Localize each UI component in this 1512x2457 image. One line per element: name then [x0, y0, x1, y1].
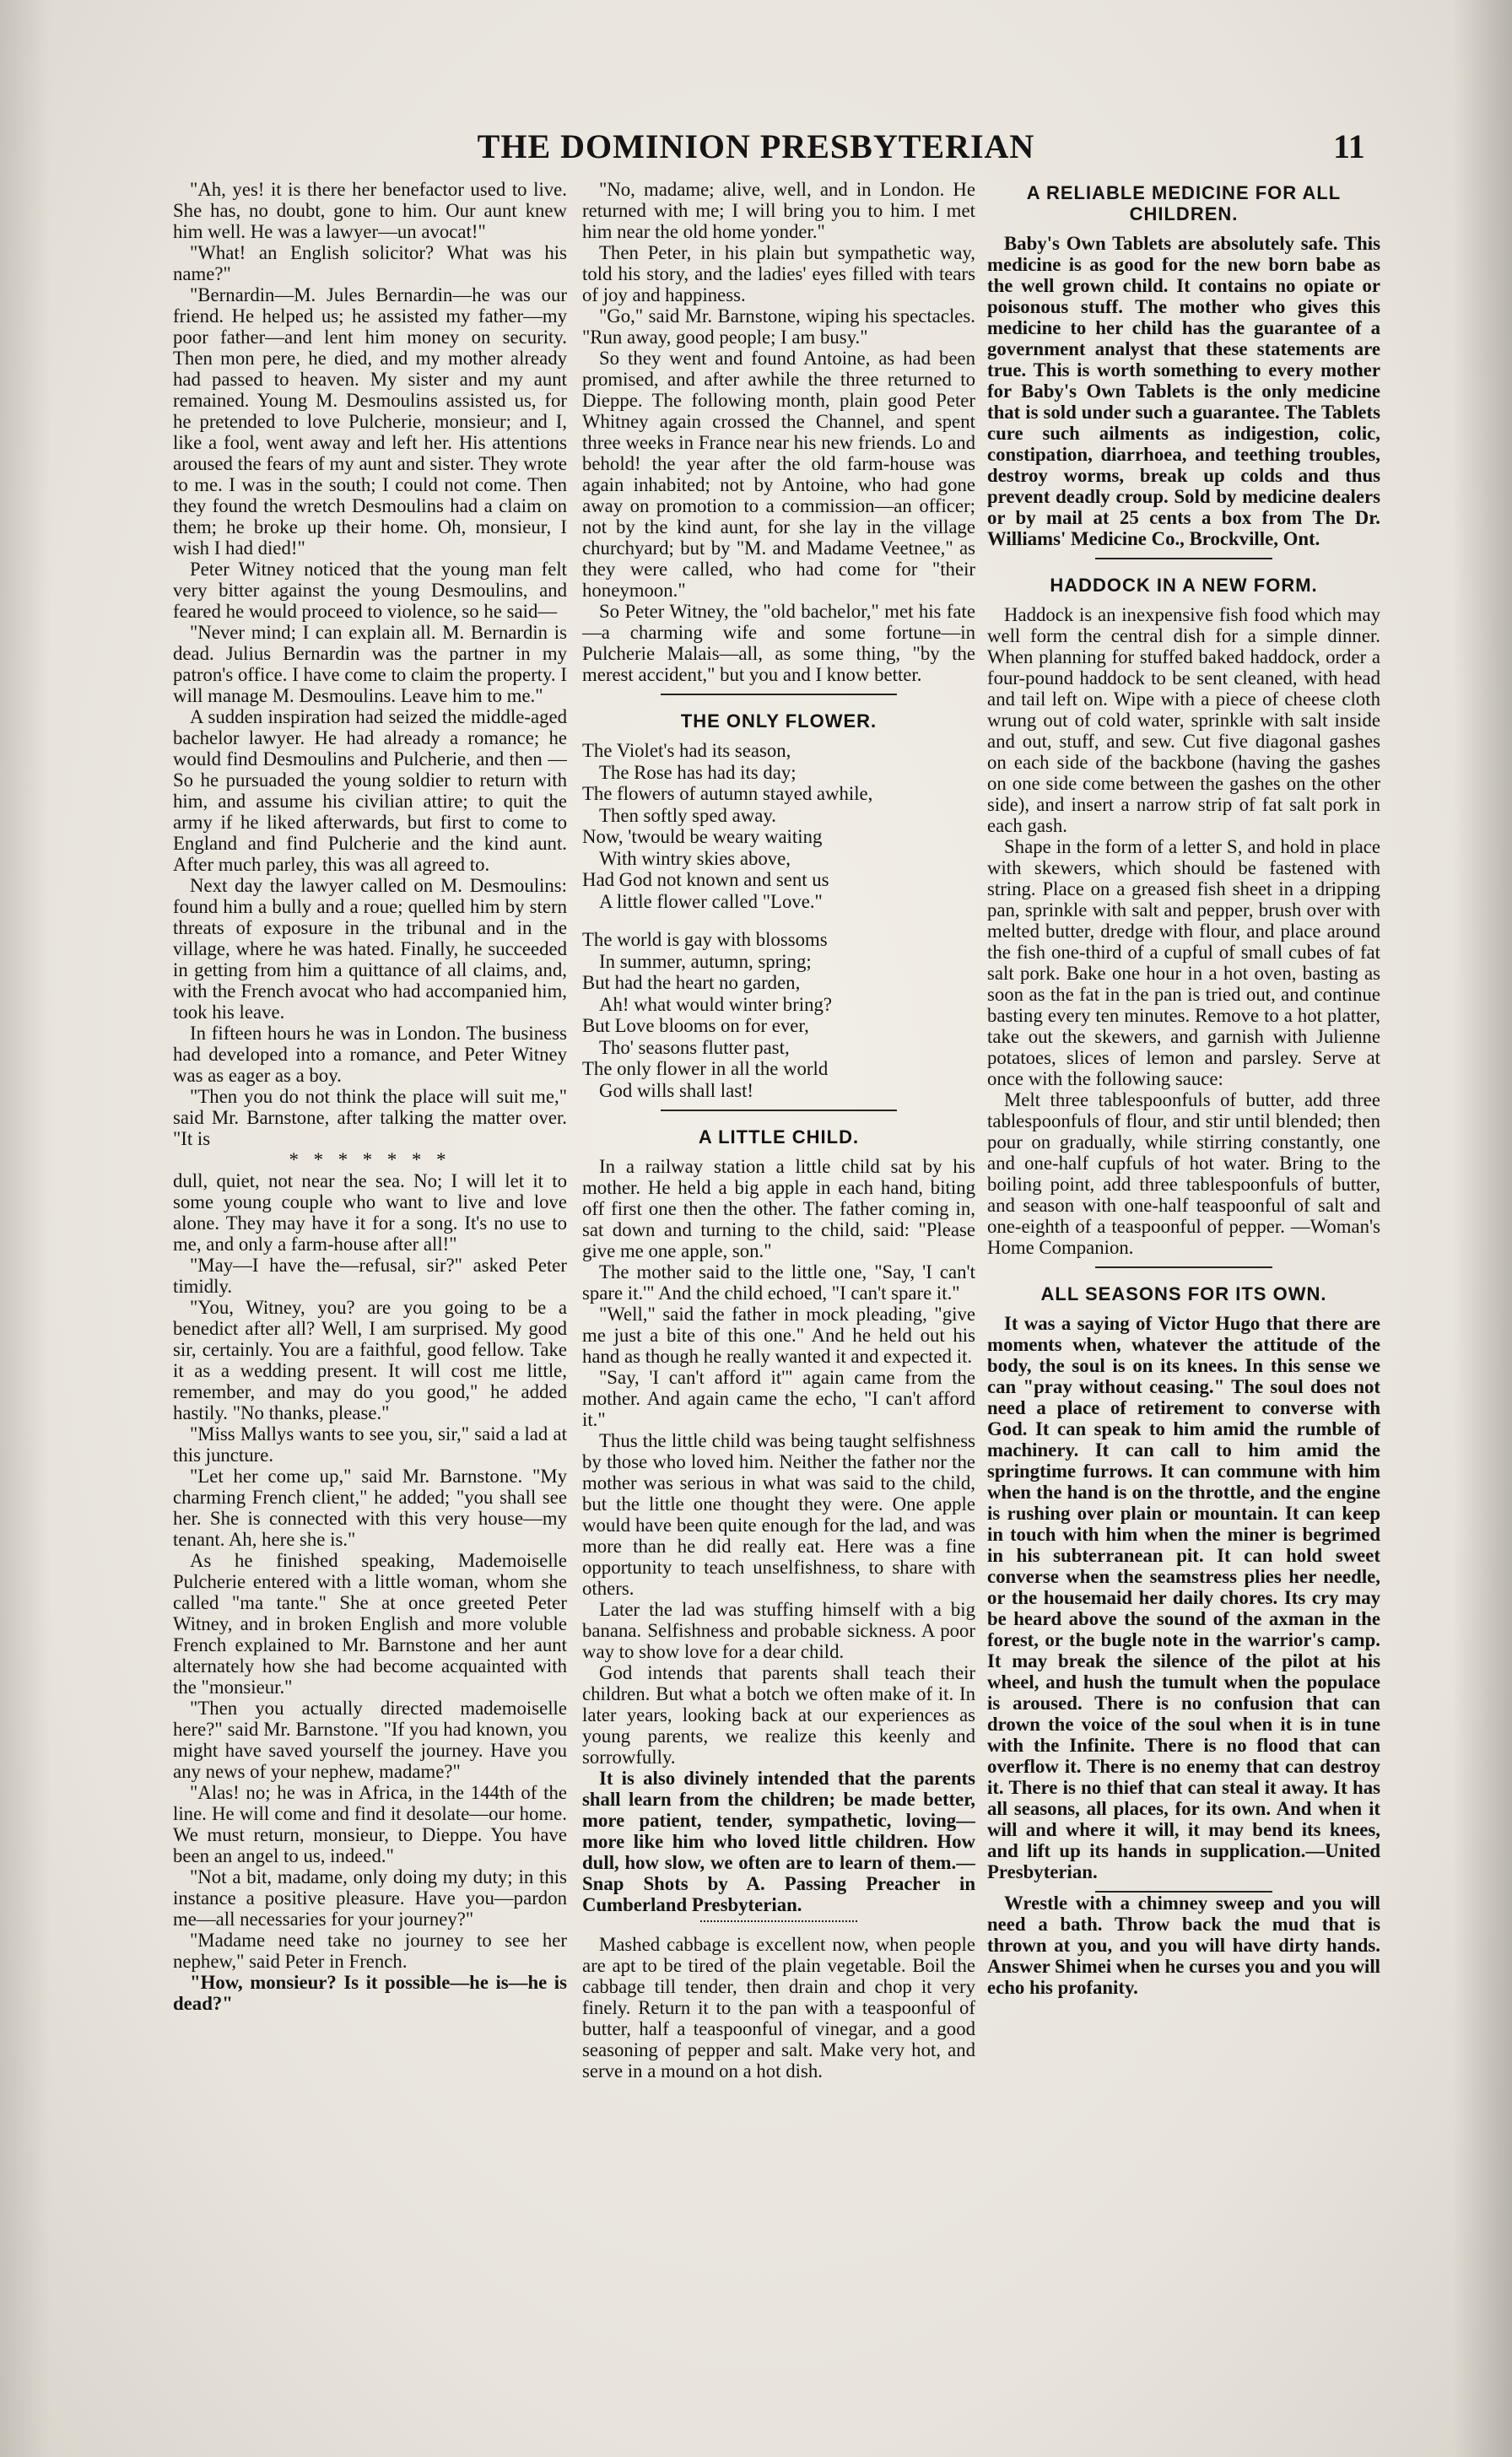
story-paragraph: Peter Witney noticed that the young man felt very bitter against the young Desmoulins, and feared he would proceed to violence, so he said— — [173, 559, 567, 622]
story-paragraph: "Never mind; I can explain all. M. Bernardin is dead. Julius Bernardin was the partner in my patron's office. I have come to claim the property. I will manage M. Desmoulins. Leave him to me." — [173, 622, 567, 706]
page-number: 11 — [1333, 127, 1365, 165]
story-paragraph: "Ah, yes! it is there her benefactor used to live. She has, no doubt, gone to him. Our aunt knew him well. He was a lawyer—un avocat!" — [173, 179, 567, 242]
poem-line: With wintry skies above, — [599, 847, 791, 869]
story-paragraph: "Madame need take no journey to see her nephew," said Peter in French. — [173, 1930, 567, 1972]
poem-line: The only flower in all the world — [582, 1058, 829, 1079]
poem-line: The Rose has had its day; — [599, 761, 796, 783]
story-paragraph: "How, monsieur? Is it possible—he is—he is dead?" — [173, 1972, 567, 2014]
article-paragraph: Baby's Own Tablets are absolutely safe. This medicine is as good for the new born babe as the well grown child. It contains no opiate or poisonous stuff. The mother who gives this medicine to her child has the guarantee of a government analyst that these statements are true. This is worth something to every mother for Baby's Own Tablets is the only medicine that is sold under such a guarantee. The Tablets cure such ailments as indigestion, colic, constipation, diarrhoea, and teething troubles, destroy worms, break up colds and thus prevent deadly croup. Sold by medicine dealers or by mail at 25 cents a box from The Dr. Williams' Medicine Co., Brockville, Ont. — [987, 233, 1380, 549]
poem-line: A little flower called "Love." — [599, 890, 823, 912]
story-paragraph: "Go," said Mr. Barnstone, wiping his spectacles. "Run away, good people; I am busy." — [582, 305, 975, 348]
section-divider — [1095, 1266, 1272, 1268]
poem-line: But Love blooms on for ever, — [582, 1015, 809, 1036]
article-paragraph: Melt three tablespoonfuls of butter, add three tablespoonfuls of flour, and stir until blended; then pour on gradually, while stirring constantly, one and one-half cupfuls of hot water. Bring to the boiling point, add three tablespoonfuls of butter, and season with one-half teaspoonful of salt and one-eighth of a teaspoonful of pepper. —Woman's Home Companion. — [987, 1089, 1380, 1258]
story-paragraph: "Then you actually directed mademoiselle here?" said Mr. Barnstone. "If you had known, you might have saved yourself the journey. Have you any news of your nephew, madame?" — [173, 1698, 567, 1782]
article-title-haddock: HADDOCK IN A NEW FORM. — [1050, 575, 1318, 596]
story-paragraph: In fifteen hours he was in London. The business had developed into a romance, and Peter Witney was as eager as a boy. — [173, 1023, 567, 1086]
poem-line: Tho' seasons flutter past, — [599, 1036, 790, 1058]
story-paragraph: "No, madame; alive, well, and in London. He returned with me; I will bring you to him. I met him near the old home yonder." — [582, 179, 975, 242]
poem-line: Ah! what would winter bring? — [599, 993, 833, 1015]
story-paragraph: "What! an English solicitor? What was his name?" — [173, 242, 567, 284]
article-paragraph: "Well," said the father in mock pleading, "give me just a bite of this one." And he held out his hand as though he really wanted it and expected it. — [582, 1304, 975, 1367]
column-2 — [582, 179, 975, 2356]
article-title-seasons: ALL SEASONS FOR ITS OWN. — [1040, 1283, 1327, 1304]
article-paragraph: Later the lad was stuffing himself with a big banana. Selfishness and probable sickness. A poor way to show love for a dear child. — [582, 1599, 975, 1662]
page-header — [0, 127, 1512, 177]
poem-line: The flowers of autumn stayed awhile, — [582, 783, 873, 804]
story-paragraph: So Peter Witney, the "old bachelor," met his fate—a charming wife and some fortune—in Pulcherie Malais—all, as some thing, "by the merest accident," but you and I know better. — [582, 601, 975, 685]
article-title-little-child: A LITTLE CHILD. — [698, 1126, 860, 1148]
poem-line: Then softly sped away. — [599, 804, 776, 826]
article-title-medicine: A RELIABLE MEDICINE FOR ALL CHILDREN. — [1026, 182, 1342, 224]
column-3 — [987, 179, 1380, 2356]
poem-line: Had God not known and sent us — [582, 869, 829, 890]
story-paragraph: Next day the lawyer called on M. Desmoulins: found him a bully and a roue; quelled him by stern threats of exposure in the tribunal and in the village, where he was hated. Finally, he succeeded in getting from him a quittance of all claims, and, with the French avocat who had accompanied him, took his leave. — [173, 875, 567, 1023]
article-paragraph: It is also divinely intended that the parents shall learn from the children; be made better, more patient, tender, sympathetic, loving—more like him who loved little children. How dull, how slow, we often are to learn of them.—Snap Shots by A. Passing Preacher in Cumberland Presbyterian. — [582, 1768, 975, 1915]
article-paragraph: God intends that parents shall teach their children. But what a botch we often make of it. In later years, looking back at our experiences as young parents, we realize this keenly and sorrowfully. — [582, 1662, 975, 1768]
article-paragraph: "Say, 'I can't afford it'" again came from the mother. And again came the echo, "I can't afford it." — [582, 1367, 975, 1430]
poem-line: In summer, autumn, spring; — [599, 950, 812, 972]
section-divider — [700, 1920, 857, 1922]
story-paragraph: "Let her come up," said Mr. Barnstone. "My charming French client," he added; "you shall see her. She is connected with this very house—my tenant. Ah, here she is." — [173, 1466, 567, 1550]
section-divider — [661, 1110, 897, 1111]
poem-line: Now, 'twould be weary waiting — [582, 826, 823, 847]
stanza-gap — [582, 912, 975, 929]
poem-line: But had the heart no garden, — [582, 972, 801, 993]
section-break-stars: * * * * * * * — [289, 1149, 451, 1170]
story-paragraph: As he finished speaking, Mademoiselle Pulcherie entered with a little woman, whom she called "ma tante." She at once greeted Peter Witney, and in broken English and more voluble French explained to Mr. Barnstone and her aunt alternately how she had become acquainted with the "monsieur." — [173, 1550, 567, 1698]
story-paragraph: "Not a bit, madame, only doing my duty; in this instance a positive pleasure. Have you—pardon me—all necessaries for your journey?" — [173, 1866, 567, 1930]
section-divider — [1095, 558, 1272, 559]
story-paragraph: "You, Witney, you? are you going to be a benedict after all? Well, I am surprised. My good sir, certainly. You are a faithful, good fellow. Take it as a wedding present. It will cost me little, remember, and may do you good," he added hastily. "No thanks, please." — [173, 1297, 567, 1423]
story-paragraph: "May—I have the—refusal, sir?" asked Peter timidly. — [173, 1255, 567, 1297]
article-paragraph: Thus the little child was being taught selfishness by those who loved him. Neither the father nor the mother was serious in what was said to the child, but the little one thought they were. One apple would have been quite enough for the lad, and was more than he did really eat. Here was a fine opportunity to teach unselfishness, to share with others. — [582, 1430, 975, 1599]
poem — [582, 740, 975, 1101]
story-paragraph: "Then you do not think the place will suit me," said Mr. Barnstone, after talking the matter over. "It is — [173, 1086, 567, 1149]
story-paragraph: "Bernardin—M. Jules Bernardin—he was our friend. He helped us; he assisted my father—my poor father—and lent him money on security. Then mon pere, he died, and my mother already had passed to heaven. My sister and my aunt remained. Young M. Desmoulins assisted us, for he pretended to love Pulcherie, monsieur; and I, like a fool, went away and left her. His attentions aroused the fears of my aunt and sister. They wrote to me. I was in the south; I could not come. Then they found the wretch Desmoulins had a claim on them; he broke up their home. Oh, monsieur, I wish I had died!" — [173, 284, 567, 559]
cabbage-paragraph: Mashed cabbage is excellent now, when people are apt to be tired of the plain vegetable. Boil the cabbage till tender, then drain and chop it very finely. Return it to the pan with a teaspoonful of butter, half a teaspoonful of vinegar, and a good seasoning of pepper and salt. Make very hot, and serve in a mound on a hot dish. — [582, 1934, 975, 2082]
story-paragraph: "Alas! no; he was in Africa, in the 144th of the line. He will come and find it desolate—our home. We must return, monsieur, to Dieppe. You have been an angel to us, indeed." — [173, 1782, 567, 1866]
section-divider — [661, 694, 897, 695]
article-paragraph: Haddock is an inexpensive fish food which may well form the central dish for a simple dinner. When planning for stuffed baked haddock, order a four-pound haddock to be sent cleaned, with head and tail left on. Wipe with a piece of cheese cloth wrung out of cold water, sprinkle with salt inside and out, stuff, and sew. Cut five diagonal gashes on each side of the backbone (having the gashes on one side come between the gashes on the other side), and insert a narrow strip of fat salt pork in each gash. — [987, 604, 1380, 836]
poem-line: God wills shall last! — [599, 1079, 753, 1101]
poem-line: The Violet's had its season, — [582, 740, 791, 761]
poem-line: The world is gay with blossoms — [582, 929, 828, 950]
masthead-title: THE DOMINION PRESBYTERIAN — [477, 127, 1035, 165]
story-paragraph: dull, quiet, not near the sea. No; I will let it to some young couple who want to live and love alone. They may have it for a song. It's no use to me, and only a farm-house after all!" — [173, 1170, 567, 1255]
story-paragraph: A sudden inspiration had seized the middle-aged bachelor lawyer. He had already a romance; he would find Desmoulins and Pulcherie, and then — So he pursuaded the young soldier to return with him, and assume his civilian attire; to quit the army if he liked afterwards, but first to come to England and find Pulcherie and the kind aunt. After much parley, this was all agreed to. — [173, 706, 567, 875]
closing-paragraph: Wrestle with a chimney sweep and you will need a bath. Throw back the mud that is thrown at you, and you will have dirty hands. Answer Shimei when he curses you and you will echo his profanity. — [987, 1893, 1380, 1998]
story-paragraph: Then Peter, in his plain but sympathetic way, told his story, and the ladies' eyes filled with tears of joy and happiness. — [582, 242, 975, 305]
article-paragraph: The mother said to the little one, "Say, 'I can't spare it.'" And the child echoed, "I can't spare it." — [582, 1261, 975, 1304]
page-edge-shadow-right — [1453, 0, 1512, 2457]
article-paragraph: Shape in the form of a letter S, and hold in place with skewers, which should be fastened with string. Place on a greased fish sheet in a dripping pan, sprinkle with salt and pepper, brush over with melted butter, dredge with flour, and place around the fish one-third of a cupful of small cubes of fat salt pork. Bake one hour in a hot oven, basting as soon as the fat in the pan is tried out, and continue basting every ten minutes. Remove to a hot platter, take out the skewers, and garnish with Julienne potatoes, slices of lemon and parsley. Serve at once with the following sauce: — [987, 836, 1380, 1089]
column-1 — [173, 179, 567, 2356]
poem-title: THE ONLY FLOWER. — [680, 710, 878, 732]
article-paragraph: In a railway station a little child sat by his mother. He held a big apple in each hand, biting off first one then the other. The father coming in, sat down and turning to the child, said: "Please give me one apple, son." — [582, 1156, 975, 1261]
article-paragraph: It was a saying of Victor Hugo that there are moments when, whatever the attitude of the body, the soul is on its knees. In this sense we can "pray without ceasing." The soul does not need a place of retirement to converse with God. It can speak to him amid the rumble of machinery. It can call to him amid the springtime furrows. It can commune with him when the hand is on the throttle, and the engine is rushing over plain or mountain. It can keep in touch with him when the miner is begrimed in his subterranean pit. It can hold sweet converse when the seamstress plies her needle, or the housemaid her daily chores. Its cry may be heard above the sound of the axman in the forest, or the bugle note in the warrior's camp. It may break the silence of the pilot at his wheel, and hush the tumult when the populace is aroused. There is no confusion that can drown the voice of the soul when it is in tune with the Infinite. There is no flood that can overflow it. There is no enemy that can destroy it. There is no thief that can steal it away. It has all seasons, all places, for its own. And when it will and where it will, it may bend its knees, and lift up its hands in supplication.—United Presbyterian. — [987, 1313, 1380, 1882]
page-edge-shadow-left — [0, 0, 51, 2457]
story-paragraph: "Miss Mallys wants to see you, sir," said a lad at this juncture. — [173, 1423, 567, 1466]
story-paragraph: So they went and found Antoine, as had been promised, and after awhile the three returned to Dieppe. The following month, plain good Peter Whitney again crossed the Channel, and spent three weeks in France near his new friends. Lo and behold! the year after the old farm-house was again inhabited; not by Antoine, who had gone away on promotion to a commission—an officer; not by the kind aunt, for she lay in the village churchyard; but by "M. and Madame Veetnee," as they were called, who had come for "their honeymoon." — [582, 348, 975, 601]
